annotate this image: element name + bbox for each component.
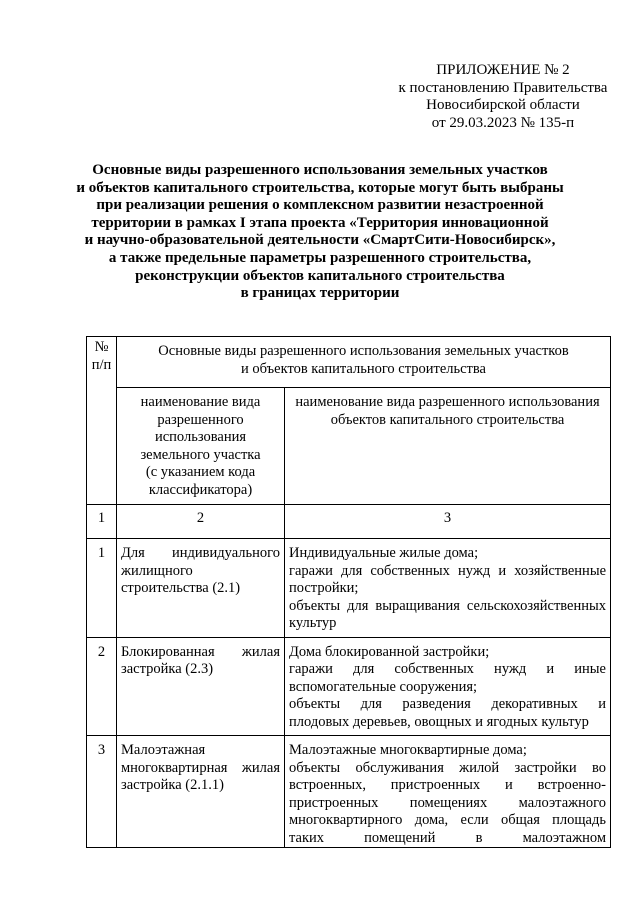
title-line: в границах территории bbox=[240, 285, 400, 302]
header-objects bbox=[285, 388, 611, 505]
annex-line: ПРИЛОЖЕНИЕ № 2 bbox=[436, 62, 570, 78]
row-number: 1 bbox=[87, 539, 117, 638]
table-subheader-row bbox=[87, 388, 611, 505]
object-line: объекты для выращивания сельскохозяйственных bbox=[289, 597, 606, 614]
name-line: многоквартирная жилая bbox=[121, 759, 280, 776]
title-line: при реализации решения о комплексном развитии незастроенной bbox=[96, 197, 544, 214]
header-group bbox=[117, 337, 611, 388]
object-line: объекты обслуживания жилой застройки во bbox=[289, 759, 606, 776]
object-line: Индивидуальные жилые дома; bbox=[289, 545, 479, 561]
name-line: Блокированная жилая bbox=[121, 643, 280, 660]
object-line: постройки; bbox=[289, 580, 359, 596]
row-land-use-name bbox=[117, 736, 285, 848]
title-line: Основные виды разрешенного использования земельных участков bbox=[92, 162, 548, 178]
row-number: 2 bbox=[87, 637, 117, 736]
name-line: жилищного bbox=[121, 562, 193, 579]
header-col2-line: классификатора) bbox=[148, 481, 253, 498]
title-line: и объектов капитального строительства, которые могут быть выбраны bbox=[76, 179, 564, 196]
row-objects bbox=[285, 637, 611, 736]
row-land-use-name bbox=[117, 637, 285, 736]
title-line: территории в рамках I этапа проекта «Территория инновационной bbox=[91, 214, 549, 231]
header-col2-line: наименование вида bbox=[140, 394, 261, 410]
col-number-2: 2 bbox=[117, 505, 285, 539]
row-number: 3 bbox=[87, 736, 117, 848]
header-group-line: Основные виды разрешенного использования земельных участков bbox=[158, 343, 569, 359]
object-line: культур bbox=[289, 615, 337, 631]
name-line: строительства (2.1) bbox=[121, 580, 241, 596]
header-land-use bbox=[117, 388, 285, 505]
object-line: пристроенных помещениях малоэтажного bbox=[289, 794, 606, 811]
object-line: многоквартирного дома, если общая площадь bbox=[289, 812, 606, 828]
annex-line: к постановлению Правительства bbox=[398, 79, 608, 96]
annex-line: Новосибирской области bbox=[426, 97, 580, 113]
header-col3-line: наименование вида разрешенного использования bbox=[295, 394, 600, 410]
row-land-use-name bbox=[117, 539, 285, 638]
object-line: объекты для разведения декоративных и bbox=[289, 696, 606, 712]
object-line: вспомогательные сооружения; bbox=[289, 678, 478, 695]
title-line: реконструкции объектов капитального строительства bbox=[135, 267, 505, 284]
header-number bbox=[87, 337, 117, 505]
header-col2-line: использования bbox=[154, 429, 247, 445]
title-line: а также предельные параметры разрешенного строительства, bbox=[108, 249, 532, 266]
annex-line: от 29.03.2023 № 135-п bbox=[431, 114, 575, 131]
row-objects bbox=[285, 736, 611, 848]
name-line: Малоэтажная bbox=[121, 742, 206, 758]
column-number-row bbox=[87, 505, 611, 539]
header-col2-line: земельного участка bbox=[140, 446, 261, 463]
object-line: гаражи для собственных нужд и иные bbox=[289, 661, 606, 677]
object-line: гаражи для собственных нужд и хозяйственные bbox=[289, 562, 606, 579]
table-header-row bbox=[87, 337, 611, 388]
object-line: таких помещений в малоэтажном bbox=[289, 829, 606, 846]
title-line: и научно-образовательной деятельности «СмартСити-Новосибирск», bbox=[84, 232, 556, 249]
object-line: Дома блокированной застройки; bbox=[289, 643, 490, 660]
table-row bbox=[87, 637, 611, 736]
header-group-line: и объектов капитального строительства bbox=[241, 360, 486, 377]
row-objects bbox=[285, 539, 611, 638]
object-line: встроенных, пристроенных и встроенно- bbox=[289, 777, 606, 793]
object-line: плодовых деревьев, овощных и ягодных культур bbox=[289, 713, 589, 730]
header-col2-line: разрешенного bbox=[157, 411, 244, 428]
name-line: застройка (2.3) bbox=[121, 661, 214, 677]
annex-header bbox=[393, 62, 613, 132]
header-number-line: п/п bbox=[91, 356, 112, 373]
name-line: застройка (2.1.1) bbox=[121, 777, 224, 793]
land-use-table bbox=[86, 336, 611, 848]
col-number-3: 3 bbox=[285, 505, 611, 539]
header-col2-line: (с указанием кода bbox=[145, 464, 256, 480]
name-line: Для индивидуального bbox=[121, 545, 280, 561]
col-number-1: 1 bbox=[87, 505, 117, 539]
document-title bbox=[70, 162, 570, 303]
table-row bbox=[87, 736, 611, 848]
header-number-line: № bbox=[94, 339, 109, 355]
header-col3-line: объектов капитального строительства bbox=[330, 411, 565, 428]
object-line: Малоэтажные многоквартирные дома; bbox=[289, 742, 527, 758]
table-row bbox=[87, 539, 611, 638]
